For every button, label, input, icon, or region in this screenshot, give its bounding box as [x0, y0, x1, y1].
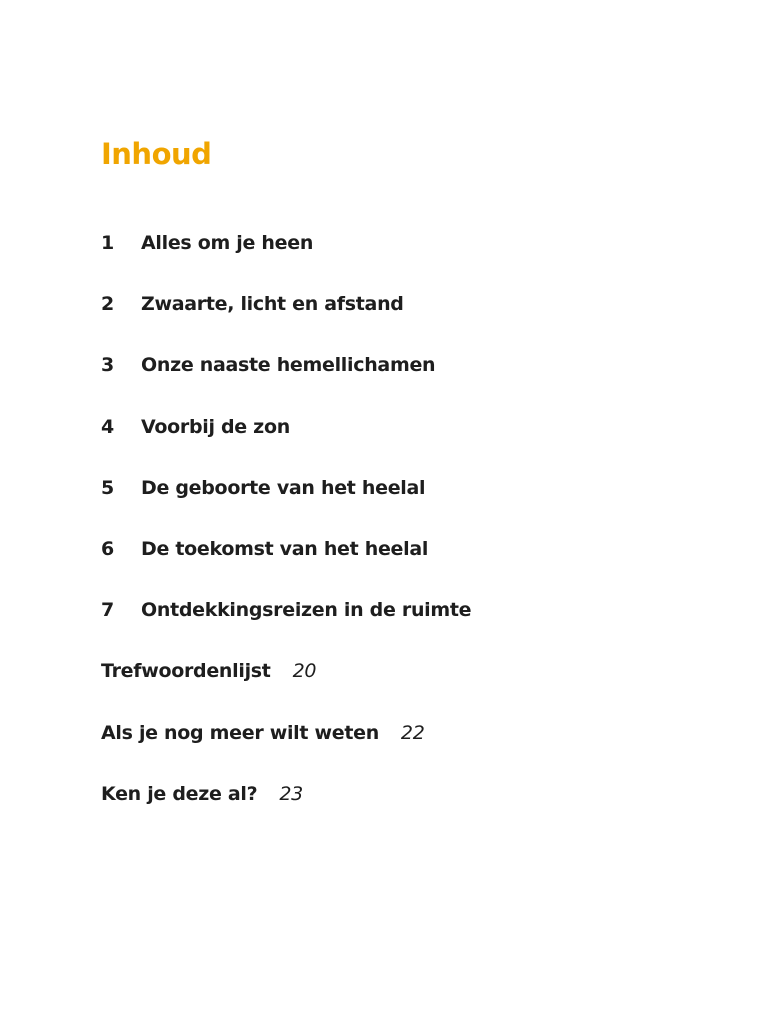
toc-chapter-1[interactable]	[101, 229, 471, 290]
toc-appendix-more-info[interactable]	[101, 719, 471, 780]
chapter-title: Alles om je heen	[141, 232, 314, 254]
chapter-number: 6	[101, 537, 114, 560]
toc-chapter-4[interactable]	[101, 413, 471, 474]
chapter-title: Onze naaste hemellichamen	[141, 354, 436, 377]
appendix-title: Als je nog meer wilt weten	[101, 721, 379, 744]
appendix-title: Ken je deze al?	[101, 782, 258, 805]
toc-appendix-quiz[interactable]	[101, 780, 471, 841]
toc-chapter-3[interactable]	[101, 351, 471, 412]
page-number: 23	[279, 782, 303, 805]
toc-chapter-2[interactable]	[101, 290, 471, 351]
page-number: 22	[400, 721, 425, 744]
chapter-number: 4	[101, 415, 114, 438]
page-title: Inhoud	[101, 137, 212, 171]
toc-appendix-index[interactable]	[101, 657, 471, 718]
appendix-title: Trefwoordenlijst	[101, 660, 271, 683]
chapter-number: 5	[101, 476, 114, 499]
page-number: 20	[292, 660, 317, 683]
toc-chapter-7[interactable]	[101, 596, 471, 657]
chapter-number: 3	[101, 354, 114, 377]
chapter-title: De toekomst van het heelal	[141, 537, 429, 560]
chapter-number: 1	[101, 232, 114, 254]
chapter-title: Ontdekkingsreizen in de ruimte	[141, 599, 472, 622]
chapter-title: Zwaarte, licht en afstand	[141, 293, 404, 316]
chapter-number: 2	[101, 293, 114, 316]
table-of-contents	[101, 229, 471, 841]
chapter-title: De geboorte van het heelal	[141, 476, 426, 499]
toc-chapter-6[interactable]	[101, 535, 471, 596]
toc-chapter-5[interactable]	[101, 474, 471, 535]
chapter-title: Voorbij de zon	[141, 415, 290, 438]
chapter-number: 7	[101, 599, 114, 622]
